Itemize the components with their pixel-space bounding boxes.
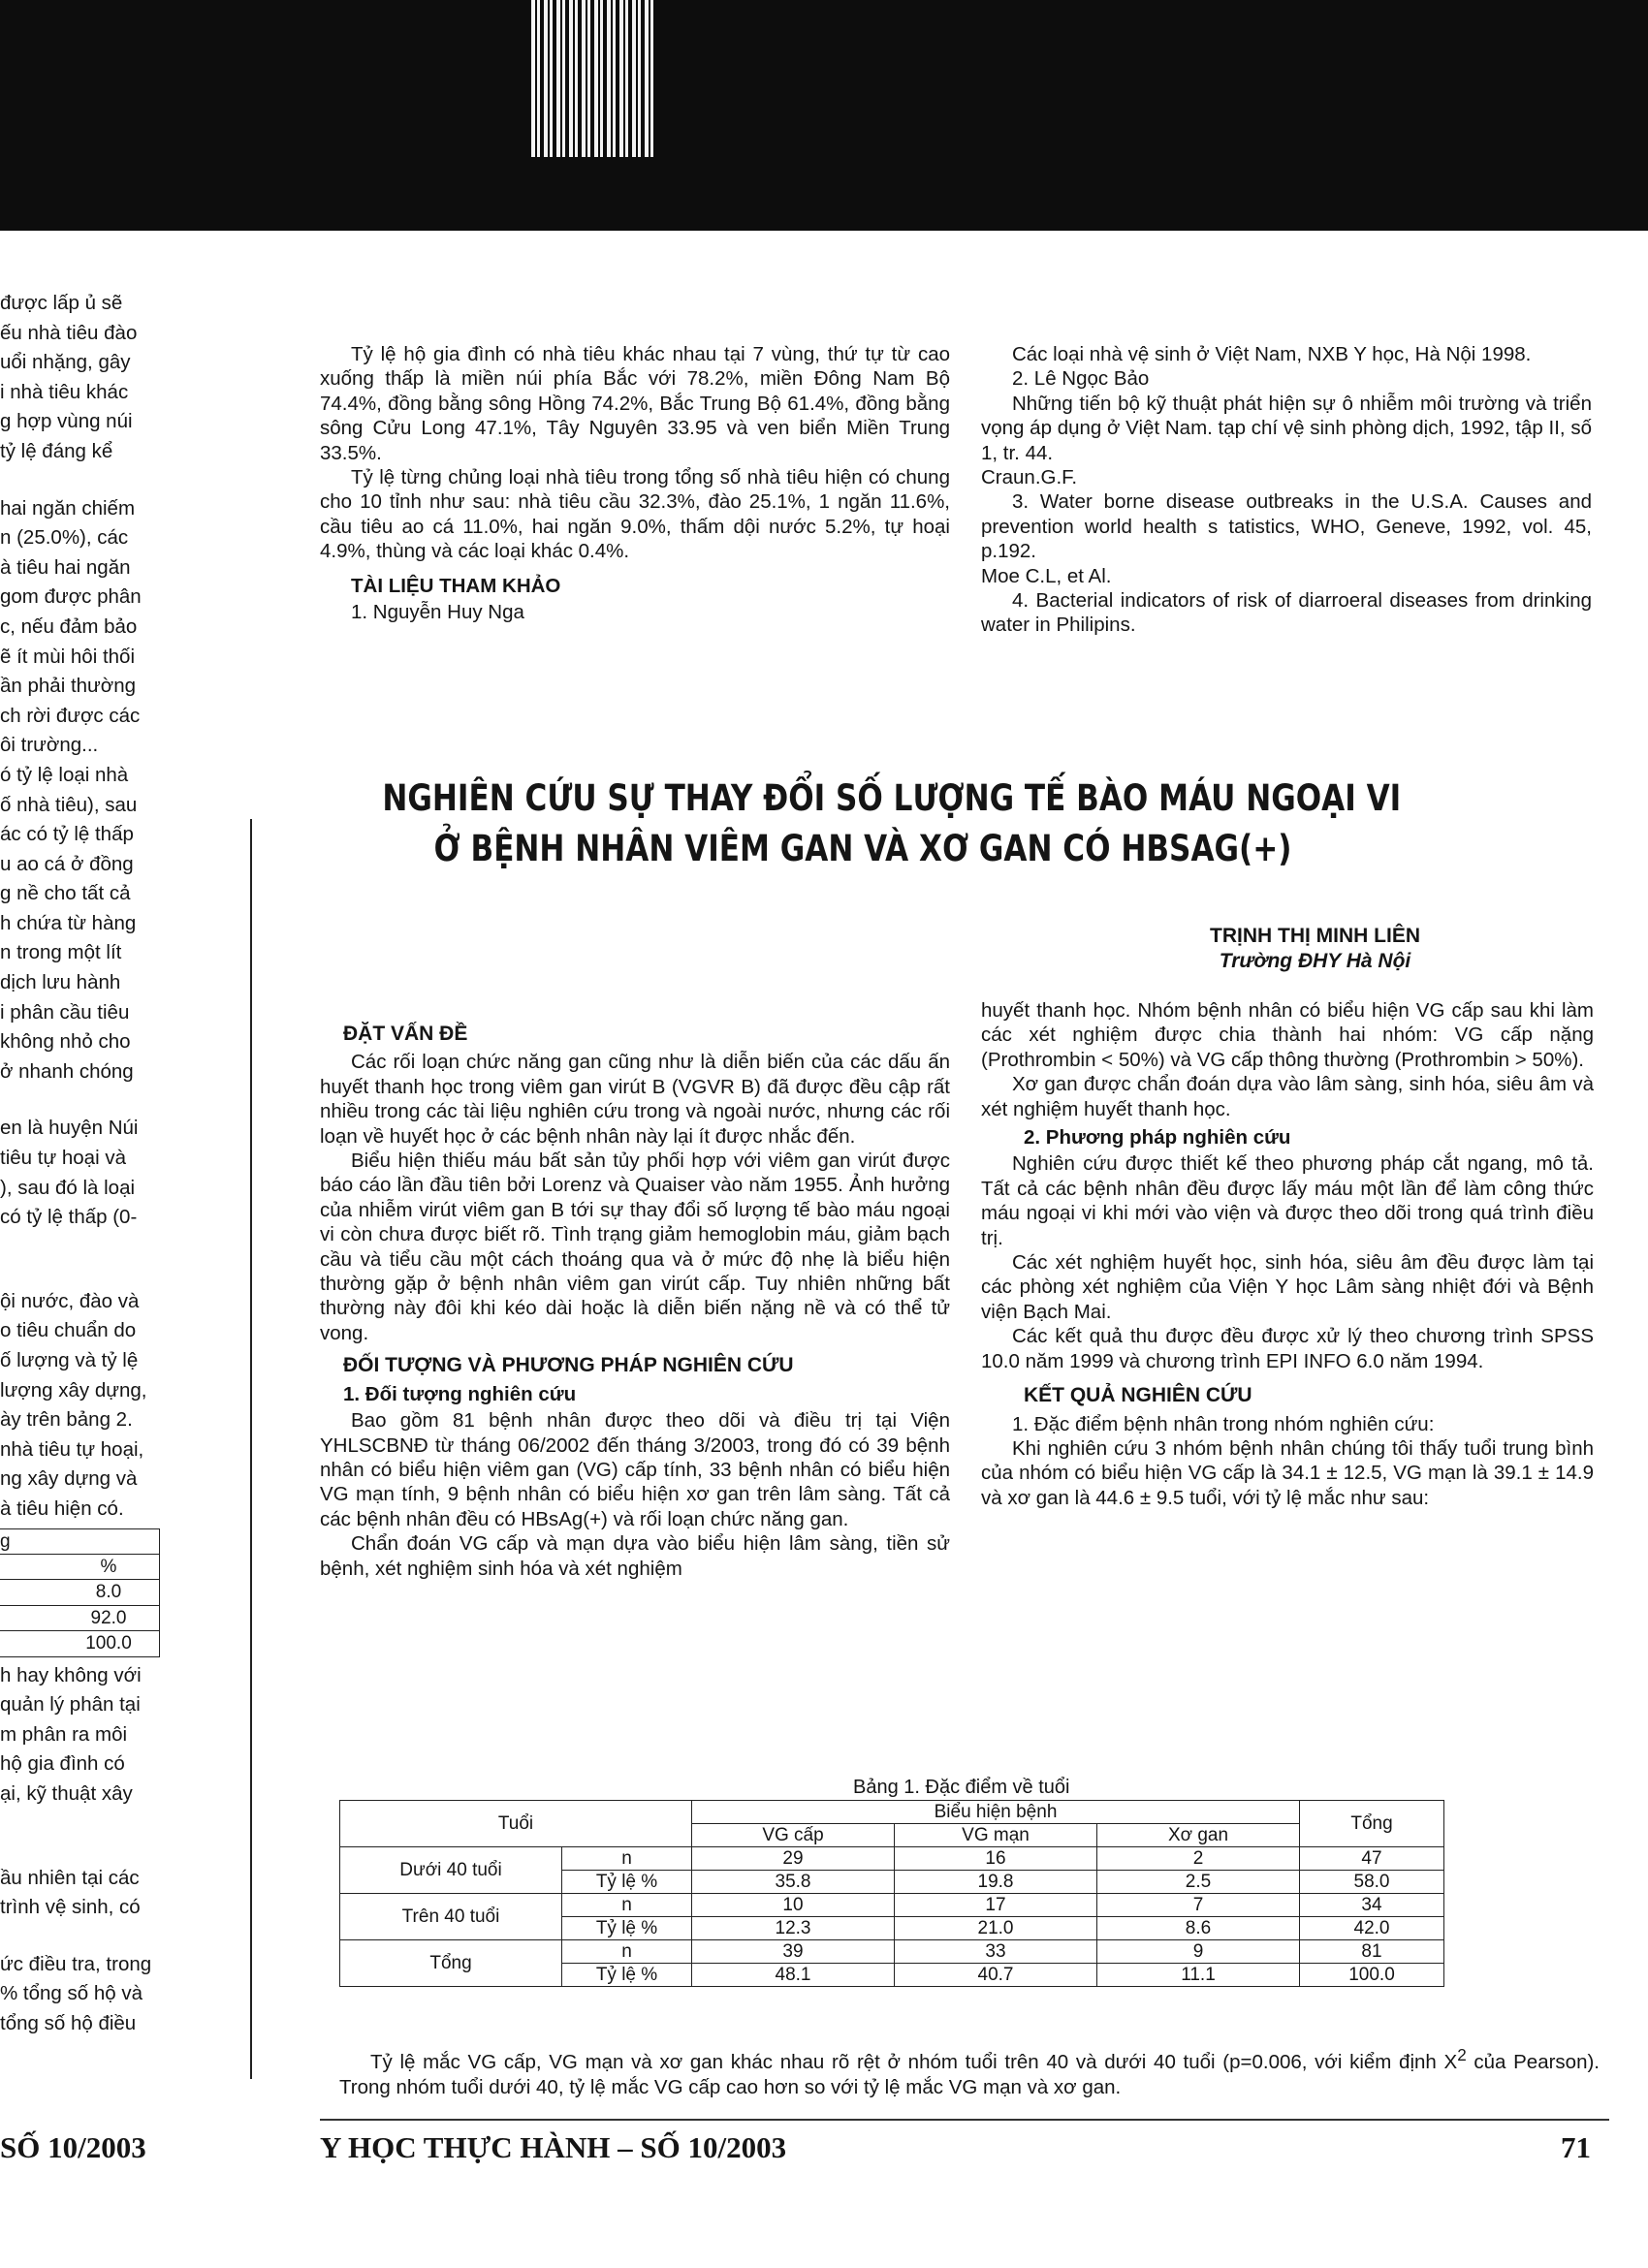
fragment-line: ch rời được các — [0, 704, 141, 727]
author-affiliation: Trường ĐHY Hà Nội — [1219, 950, 1411, 972]
fragment-line: không nhỏ cho — [0, 1030, 131, 1054]
cell: 9 — [1097, 1940, 1300, 1964]
cell: 92.0 — [0, 1605, 160, 1630]
column-divider — [250, 819, 252, 2079]
paragraph: Các xét nghiệm huyết học, sinh hóa, siêu âm đều được làm tại các phòng xét nghiệm của Viện Y học Lâm sàng nhiệt đới và Bệnh viện Bạch Mai. — [981, 1251, 1594, 1323]
cell: 33 — [895, 1940, 1097, 1964]
cell: Tỷ lệ % — [562, 1871, 692, 1894]
fragment-line: ẽ ít mùi hôi thối — [0, 645, 136, 668]
fragment-line — [0, 1088, 184, 1116]
fragment-line: ó tỷ lệ loại nhà — [0, 763, 129, 786]
fragment-line: ở nhanh chóng — [0, 1059, 134, 1083]
header-total: Tổng — [1300, 1801, 1444, 1847]
fragment-line: o tiêu chuẩn do — [0, 1319, 137, 1342]
reference-item: 2. Lê Ngọc Bảo — [1012, 367, 1150, 391]
references-heading: TÀI LIỆU THAM KHẢO — [351, 574, 561, 597]
section-heading: ĐỐI TƯỢNG VÀ PHƯƠNG PHÁP NGHIÊN CỨU — [343, 1354, 794, 1377]
cell: 34 — [1300, 1894, 1444, 1917]
header-age: Tuổi — [340, 1801, 692, 1847]
fragment-line: ức điều tra, trong — [0, 1952, 152, 1975]
cell: 17 — [895, 1894, 1097, 1917]
header-chronic: VG mạn — [895, 1824, 1097, 1847]
fragment-line: dịch lưu hành — [0, 971, 121, 994]
fragment-line: g nề cho tất cả — [0, 882, 131, 905]
table-row — [340, 1940, 1444, 1964]
fragment-line: % tổng số hộ và — [0, 1982, 143, 2005]
cell: % — [0, 1554, 160, 1579]
author-name: TRỊNH THỊ MINH LIÊN — [1210, 925, 1420, 947]
author-block — [1210, 924, 1420, 974]
fragment-line: ại, kỹ thuật xây — [0, 1781, 133, 1805]
cell: 11.1 — [1097, 1964, 1300, 1987]
fragment-line: ng xây dựng và — [0, 1467, 138, 1491]
cell: n — [562, 1894, 692, 1917]
left-fragment-column — [0, 291, 184, 2041]
title-line: Ở BỆNH NHÂN VIÊM GAN VÀ XƠ GAN CÓ HBSAG(+) — [433, 828, 1292, 869]
paragraph: Bao gồm 81 bệnh nhân được theo dõi và điều trị tại Viện YHLSCBNĐ từ tháng 06/2002 đến tháng 3/2003, trong đó có 39 bệnh nhân có biểu hiện viêm gan (VG) cấp tính, 33 bệnh nhân có biểu hiện VG mạn tính, 9 bệnh nhân có biểu hiện xơ gan trên lâm sàng. Tất cả các bệnh nhân đều có HBsAg(+) và rối loạn chức năng gan. — [320, 1409, 950, 1530]
reference-item: 4. Bacterial indicators of risk of diarroeral diseases from drinking water in Philipins. — [981, 589, 1592, 637]
cell: 40.7 — [895, 1964, 1097, 1987]
paragraph: Tỷ lệ hộ gia đình có nhà tiêu khác nhau tại 7 vùng, thứ tự từ cao xuống thấp là miền núi phía Bắc với 78.2%, miền Đông Nam Bộ 74.4%, đồng bằng sông Hồng 74.2%, Bắc Trung Bộ 61.4%, đồng bằng sông Cửu Long 47.1%, Tây Nguyên 33.95 và ven biển Miền Trung 33.5%. — [320, 343, 950, 464]
reference-item: 3. Water borne disease outbreaks in the U.S.A. Causes and prevention world health s tatistics, WHO, Geneve, 1992, vol. 45, p.192. — [981, 490, 1592, 563]
fragment-line: hộ gia đình có — [0, 1752, 125, 1776]
cell: 7 — [1097, 1894, 1300, 1917]
cell: 47 — [1300, 1847, 1444, 1871]
fragment-line: i phân cầu tiêu — [0, 1000, 130, 1024]
fragment-line: gom được phân — [0, 585, 142, 609]
cell: 21.0 — [895, 1917, 1097, 1940]
footer-rule — [320, 2119, 1609, 2121]
cell: 16 — [895, 1847, 1097, 1871]
header-acute: VG cấp — [692, 1824, 895, 1847]
fragment-line — [0, 469, 184, 496]
fragment-line: en là huyện Núi — [0, 1117, 139, 1140]
fragment-line: trình vệ sinh, có — [0, 1896, 141, 1919]
article-right-column — [981, 998, 1594, 1510]
fragment-line: ác có tỷ lệ thấp — [0, 823, 134, 846]
fragment-line: tiêu tự hoại và — [0, 1147, 126, 1170]
cell: 12.3 — [692, 1917, 895, 1940]
fragment-line: à tiêu hiện có. — [0, 1496, 124, 1520]
fragment-line: n (25.0%), các — [0, 526, 129, 550]
cell: 42.0 — [1300, 1917, 1444, 1940]
fragment-line: h hay không với — [0, 1663, 142, 1686]
fragment-line: ầu nhiên tại các — [0, 1866, 140, 1889]
paragraph: Tỷ lệ từng chủng loại nhà tiêu trong tổng số nhà tiêu hiện có chung cho 10 tỉnh như sau: nhà tiêu cầu 32.3%, đào 25.1%, 1 ngăn 11.6%, cầu tiêu ao cá 11.0%, hai ngăn 9.0%, thấm dội nước 5.2%, tự hoại 4.9%, thùng và các loại khác 0.4%. — [320, 466, 950, 563]
cell: 10 — [692, 1894, 895, 1917]
cell: 35.8 — [692, 1871, 895, 1894]
section-heading: KẾT QUẢ NGHIÊN CỨU — [1024, 1384, 1252, 1407]
fragment-line: tỷ lệ đáng kể — [0, 439, 113, 462]
fragment-line: ố lượng và tỷ lệ — [0, 1349, 139, 1371]
superscript: 2 — [1457, 2046, 1467, 2064]
fragment-line: c, nếu đảm bảo — [0, 614, 138, 638]
fragment-line: quản lý phân tại — [0, 1693, 141, 1717]
table-row — [340, 1847, 1444, 1871]
top-black-band — [0, 0, 1648, 231]
fragment-line: có tỷ lệ thấp (0- — [0, 1206, 138, 1229]
cell: 8.6 — [1097, 1917, 1300, 1940]
reference-author: Moe C.L, et Al. — [981, 564, 1112, 587]
row-group: Trên 40 tuổi — [340, 1894, 562, 1940]
reference-text: Các loại nhà vệ sinh ở Việt Nam, NXB Y học, Hà Nội 1998. — [1012, 343, 1532, 365]
paragraph: Xơ gan được chẩn đoán dựa vào lâm sàng, sinh hóa, siêu âm và xét nghiệm huyết thanh học. — [981, 1073, 1594, 1120]
cell: 100.0 — [0, 1631, 160, 1656]
header-cirrhosis: Xơ gan — [1097, 1824, 1300, 1847]
row-group: Dưới 40 tuổi — [340, 1847, 562, 1894]
fragment-line: n trong một lít — [0, 941, 122, 964]
cell: g — [0, 1528, 160, 1554]
fragment-line — [0, 1235, 184, 1262]
fragment-line: được lấp ủ sẽ — [0, 292, 123, 314]
table-caption: Bảng 1. Đặc điểm về tuổi — [853, 1777, 1070, 1798]
top-middle-column — [320, 342, 950, 624]
top-right-column — [981, 342, 1592, 638]
cell: 2 — [1097, 1847, 1300, 1871]
fragment-line — [0, 1925, 184, 1952]
barcode-mark — [531, 0, 655, 157]
table-footnote — [339, 2043, 1600, 2100]
fragment-line: ày trên bảng 2. — [0, 1408, 133, 1432]
fragment-line — [0, 1262, 184, 1289]
reference-item: 1. Nguyễn Huy Nga — [351, 601, 524, 624]
paragraph: Chẩn đoán VG cấp và mạn dựa vào biểu hiện lâm sàng, tiền sử bệnh, xét nghiệm sinh hóa và xét nghiệm — [320, 1532, 950, 1580]
fragment-line — [0, 1811, 184, 1839]
footnote-text: của Pearson). Trong nhóm tuổi dưới 40, tỷ lệ mắc VG cấp cao hơn so với tỷ lệ mắc VG mạn và xơ gan. — [339, 2050, 1600, 2098]
cell: 100.0 — [1300, 1964, 1444, 1987]
cell: Tỷ lệ % — [562, 1964, 692, 1987]
paragraph: Biểu hiện thiếu máu bất sản tủy phối hợp với viêm gan virút được báo cáo lần đầu tiên bởi Lorenz và Quaiser vào năm 1955. Ảnh hưởng của nhiễm virút viêm gan B tới sự thay đổi số lượng tế bào máu ngoại vi còn chưa được biết rõ. Tình trạng giảm hemoglobin máu, giảm bạch cầu và tiểu cầu một cách thoáng qua và ở mức độ nhẹ là biểu hiện thường gặp ở bệnh nhân viêm gan virút cấp. Tuy nhiên những bất thường này đôi khi kéo dài hoặc là diễn biến nặng nề và có thể tử vong. — [320, 1150, 950, 1344]
paragraph: Các rối loạn chức năng gan cũng như là diễn biến của các dấu ấn huyết thanh học trong viêm gan virút B (VGVR B) đã được đều cập rất nhiều trong các tài liệu nghiên cứu trong và ngoài nước, nhưng các rối loạn về huyết học ở các bệnh nhân này lại ít được nhắc đến. — [320, 1051, 950, 1148]
cell: n — [562, 1940, 692, 1964]
page-number: 71 — [1561, 2130, 1591, 2164]
subsection-heading: 1. Đối tượng nghiên cứu — [343, 1382, 577, 1405]
paragraph: huyết thanh học. Nhóm bệnh nhân có biểu hiện VG cấp sau khi làm các xét nghiệm được chia thành hai nhóm: VG cấp nặng (Prothrombin < 50%) và VG cấp thông thường (Prothrombin > 50%). — [981, 999, 1594, 1071]
title-line: NGHIÊN CỨU SỰ THAY ĐỔI SỐ LƯỢNG TẾ BÀO MÁU NGOẠI VI — [382, 777, 1402, 819]
reference-text: Những tiến bộ kỹ thuật phát hiện sự ô nhiễm môi trường và triển vọng áp dụng ở Việt Nam. tạp chí vệ sinh phòng dịch, 1992, tập II, số 1, tr. 44. — [981, 392, 1592, 464]
fragment-line: ần phải thường — [0, 675, 137, 698]
row-group: Tổng — [340, 1940, 562, 1987]
fragment-line: nhà tiêu tự hoại, — [0, 1437, 144, 1461]
fragment-line: ội nước, đào và — [0, 1289, 140, 1312]
cell: 81 — [1300, 1940, 1444, 1964]
fragment-line: ôi trường... — [0, 734, 99, 757]
fragment-line: i nhà tiêu khác — [0, 380, 129, 403]
fragment-line: h chứa từ hàng — [0, 911, 137, 934]
fragment-line: uổi nhặng, gây — [0, 351, 131, 374]
journal-footer: Y HỌC THỰC HÀNH – SỐ 10/2003 — [320, 2130, 787, 2164]
table-row — [340, 1894, 1444, 1917]
cell: 48.1 — [692, 1964, 895, 1987]
fragment-line — [0, 1839, 184, 1866]
fragment-line: hai ngăn chiếm — [0, 496, 136, 520]
cell: 29 — [692, 1847, 895, 1871]
fragment-line: g hợp vùng núi — [0, 410, 133, 433]
header-disease: Biểu hiện bệnh — [692, 1801, 1300, 1824]
subsection-heading: 2. Phương pháp nghiên cứu — [1024, 1126, 1291, 1150]
fragment-line: ố nhà tiêu), sau — [0, 793, 138, 816]
reference-author: Craun.G.F. — [981, 466, 1078, 489]
paragraph: Nghiên cứu được thiết kế theo phương pháp cắt ngang, mô tả. Tất cả các bệnh nhân đều được lấy máu một lần để làm công thức máu ngoại vi khi mới vào viện và được theo dõi trong quá trình điều trị. — [981, 1152, 1594, 1249]
fragment-line: ), sau đó là loại — [0, 1176, 136, 1199]
fragment-line: ếu nhà tiêu đào — [0, 321, 138, 344]
fragment-line: tổng số hộ điều — [0, 2011, 137, 2034]
left-page-footer: SỐ 10/2003 — [0, 2130, 146, 2164]
cell: 8.0 — [0, 1580, 160, 1605]
cell: n — [562, 1847, 692, 1871]
footnote-text: Tỷ lệ mắc VG cấp, VG mạn và xơ gan khác nhau rõ rệt ở nhóm tuổi trên 40 và dưới 40 tuổi (p=0.006, với kiểm định X — [370, 2050, 1458, 2073]
article-left-column — [320, 1022, 950, 1581]
section-heading: ĐẶT VẤN ĐỀ — [343, 1023, 468, 1045]
cell: 19.8 — [895, 1871, 1097, 1894]
fragment-line: m phân ra môi — [0, 1722, 128, 1746]
paragraph: Khi nghiên cứu 3 nhóm bệnh nhân chúng tôi thấy tuổi trung bình của nhóm có biểu hiện VG cấp là 34.1 ± 12.5, VG mạn là 39.1 ± 14.9 và xơ gan là 44.6 ± 9.5 tuổi, với tỷ lệ mắc như sau: — [981, 1436, 1594, 1509]
article-title — [382, 773, 1402, 874]
age-table — [339, 1800, 1444, 1987]
cell: Tỷ lệ % — [562, 1917, 692, 1940]
paragraph: Các kết quả thu được đều được xử lý theo chương trình SPSS 10.0 năm 1999 và chương trình EPI INFO 6.0 năm 1994. — [981, 1325, 1594, 1372]
fragment-line: à tiêu hai ngăn — [0, 555, 131, 579]
fragment-table — [0, 1528, 160, 1657]
fragment-line: lượng xây dựng, — [0, 1378, 147, 1402]
cell: 2.5 — [1097, 1871, 1300, 1894]
cell: 39 — [692, 1940, 895, 1964]
cell: 58.0 — [1300, 1871, 1444, 1894]
fragment-line: u ao cá ở đồng — [0, 852, 134, 875]
paragraph: 1. Đặc điểm bệnh nhân trong nhóm nghiên cứu: — [1012, 1412, 1435, 1435]
